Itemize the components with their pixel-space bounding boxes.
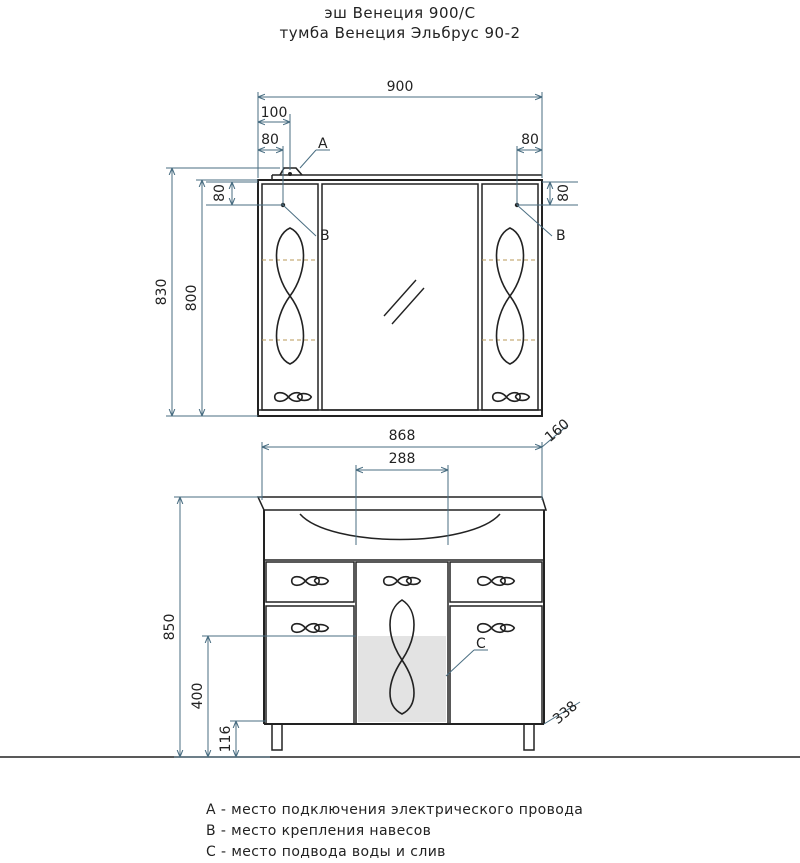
legend — [206, 800, 583, 863]
legend-item-c: C - место подвода воды и слив — [206, 844, 446, 860]
dim-mirror-right-b-offset: 80 — [521, 132, 539, 148]
drawing-title-line-1: эш Венеция 900/С — [324, 4, 476, 22]
dim-leg-height: 116 — [218, 725, 234, 753]
mirror-glare-2 — [392, 288, 424, 324]
marker-b-right: B — [556, 228, 566, 244]
dim-mirror-width: 900 — [386, 79, 414, 95]
marker-c: C — [476, 636, 486, 652]
right-door-ornament — [497, 228, 524, 364]
mirror-cabinet — [258, 168, 542, 416]
drawing-title-line-2: тумба Венеция Эльбрус 90-2 — [279, 24, 521, 42]
left-door-ornament — [277, 228, 304, 364]
dim-water-height: 400 — [190, 682, 206, 710]
dim-mirror-left-b-height: 80 — [212, 184, 228, 202]
dim-vanity-width: 868 — [388, 428, 416, 444]
sink-top — [258, 497, 546, 510]
dim-mirror-total-height: 830 — [154, 278, 170, 306]
plumbing-zone-c — [358, 636, 446, 722]
dim-vanity-depth: 160 — [542, 416, 573, 446]
marker-a: A — [318, 136, 328, 152]
legend-item-a: A - место подключения электрического провода — [206, 802, 584, 818]
right-drawer — [450, 562, 542, 602]
dim-vanity-depth-base: 338 — [550, 698, 581, 728]
right-leg — [524, 724, 534, 750]
dim-mirror-a-offset: 100 — [260, 105, 288, 121]
left-leg — [272, 724, 282, 750]
dim-mirror-body-height: 800 — [184, 284, 200, 312]
legend-item-b: B - место крепления навесов — [206, 823, 432, 839]
sink-bowl — [300, 514, 500, 540]
mirror-glare-1 — [384, 280, 416, 316]
dim-sink-cutout: 288 — [388, 451, 416, 467]
marker-b-left: B — [320, 228, 330, 244]
dim-mirror-right-b-height: 80 — [556, 184, 572, 202]
dim-mirror-left-b-offset: 80 — [261, 132, 279, 148]
dim-vanity-height: 850 — [162, 613, 178, 641]
vanity-unit — [258, 497, 546, 750]
left-drawer — [266, 562, 354, 602]
